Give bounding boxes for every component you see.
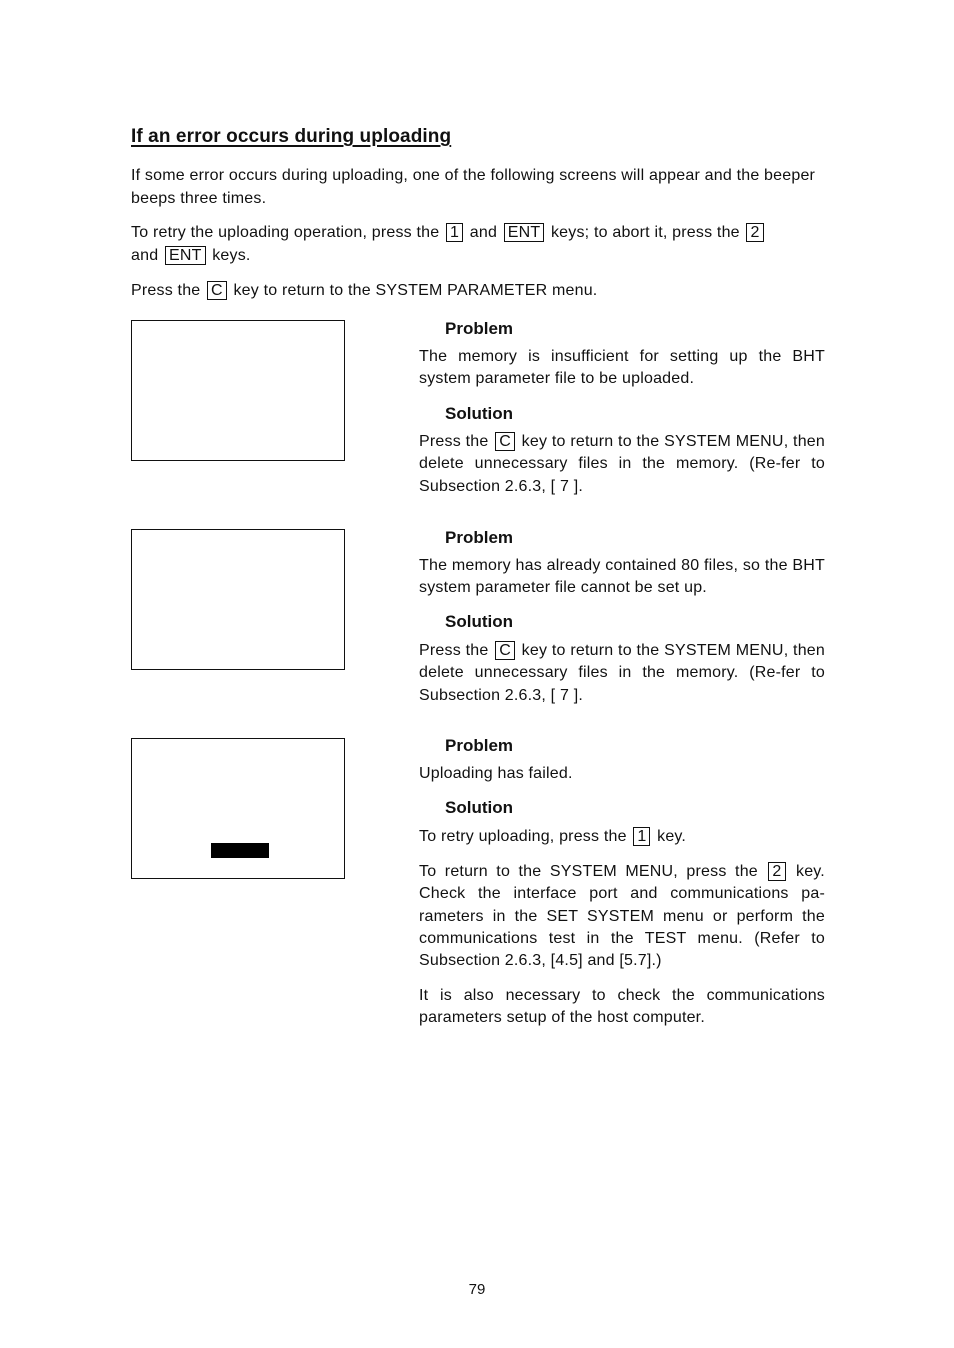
problem-label-2: Problem	[445, 528, 514, 547]
lcd-screen-illustration-2	[131, 529, 345, 670]
problem-text-2: The memory has already contained 80 files, so the BHT system parameter file cannot be set up.	[419, 557, 825, 597]
text-fragment: Press the	[131, 282, 201, 299]
text-fragment: To retry uploading, press the	[419, 828, 627, 845]
solution-text-2	[419, 640, 825, 707]
problem-label-1: Problem	[445, 319, 514, 338]
key-c-icon: C	[495, 432, 515, 451]
intro-paragraph-3	[131, 280, 826, 303]
page-number: 79	[468, 1281, 486, 1298]
key-1-icon: 1	[633, 827, 650, 846]
problem-label-3: Problem	[445, 736, 514, 755]
intro-paragraph-1: If some error occurs during uploading, one of the following screens will appear and the beeper beeps three times.	[131, 167, 816, 207]
key-2-icon: 2	[768, 862, 785, 881]
solution-label-3: Solution	[445, 798, 513, 817]
problem-text-1: The memory is insufficient for setting up the BHT system parameter file to be uploaded.	[419, 348, 825, 388]
text-fragment: Press the	[419, 642, 489, 659]
key-2-icon: 2	[746, 223, 763, 242]
solution-text-3b	[419, 861, 825, 972]
solution-text-3c: It is also necessary to check the communications parameters setup of the host computer.	[419, 987, 825, 1027]
solution-text-3a	[419, 826, 825, 848]
intro-paragraph-2	[131, 222, 826, 267]
text-fragment: and	[131, 246, 159, 264]
solution-label-2: Solution	[445, 612, 513, 631]
text-fragment: To return to the SYSTEM MENU, press the	[419, 863, 758, 880]
text-fragment: key.	[657, 828, 687, 845]
section-heading: If an error occurs during uploading	[131, 126, 452, 147]
text-fragment: key. Check the interface port and communications pa-rameters in the SET SYSTEM menu or perform the communications test in the TEST menu. (Refer to Subsection 2.6.3, [4.5] and [5.7].)	[419, 863, 825, 970]
key-ent-icon: ENT	[165, 246, 206, 265]
text-fragment: Press the	[419, 433, 489, 450]
solution-label-1: Solution	[445, 404, 513, 423]
text-fragment: key to return to the SYSTEM MENU, then delete unnecessary files in the memory. (Re-fer to Subsection 2.6.3, [ 7 ].	[419, 433, 825, 495]
lcd-screen-illustration-3	[131, 738, 345, 879]
highlighted-cursor-block	[211, 843, 269, 858]
key-c-icon: C	[207, 281, 227, 300]
key-c-icon: C	[495, 641, 515, 660]
key-ent-icon: ENT	[504, 223, 545, 242]
lcd-screen-illustration-1	[131, 320, 345, 461]
text-fragment: key to return to the SYSTEM PARAMETER menu.	[233, 282, 598, 299]
solution-text-1	[419, 431, 825, 498]
text-fragment: To retry the uploading operation, press the	[131, 224, 440, 241]
problem-text-3: Uploading has failed.	[419, 765, 573, 782]
text-fragment: and	[469, 224, 498, 241]
key-1-icon: 1	[446, 223, 463, 242]
text-fragment: keys; to abort it, press the	[550, 224, 740, 241]
text-fragment: keys.	[212, 246, 251, 264]
text-fragment: key to return to the SYSTEM MENU, then delete unnecessary files in the memory. (Re-fer to Subsection 2.6.3, [ 7 ].	[419, 642, 825, 704]
